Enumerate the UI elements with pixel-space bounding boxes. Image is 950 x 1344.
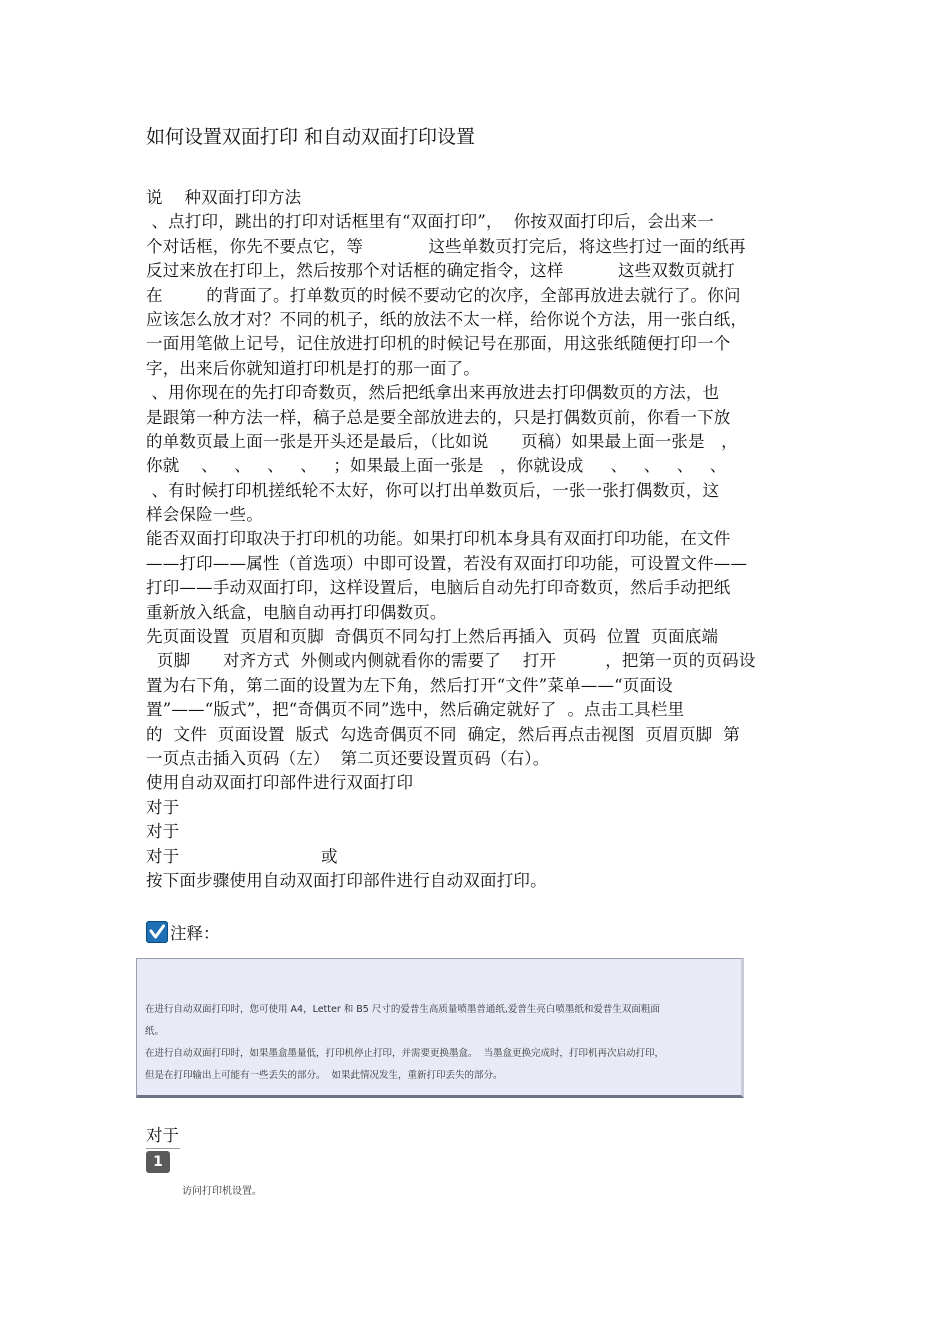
divider	[146, 1148, 180, 1149]
body-line: 置为右下角，第二面的设置为左下角，然后打开“文件”菜单——“页面设	[146, 675, 673, 695]
body-line: 按下面步骤使用自动双面打印部件进行自动双面打印。	[146, 870, 547, 890]
checkmark-icon	[146, 921, 168, 943]
body-line: 对于 或	[146, 846, 338, 866]
body-line: 样会保险一些。	[146, 505, 263, 525]
body-line: 、点打印，跳出的打印对话框里有“双面打印”， 你按双面打印后，会出来一	[146, 212, 715, 232]
body-line: 、用你现在的先打印奇数页，然后把纸拿出来再放进去打印偶数页的方法，也	[146, 383, 720, 403]
body-line: 页脚 对齐方式 外侧或内侧就看你的需要了 打开 ，把第一页的页码设	[146, 651, 756, 671]
note-label-text: 注释：	[170, 924, 220, 943]
body-line: 一面用笔做上记号，记住放进打印机的时候记号在那面，用这张纸随便打印一个	[146, 334, 731, 354]
note-box	[136, 958, 744, 1098]
body-line: 你就 、 、 、 、 ；如果最上面一张是 ，你就设成 、 、 、 、	[146, 456, 727, 476]
body-line: 对于	[146, 822, 180, 842]
step-number-badge: 1	[146, 1151, 170, 1173]
body-line: 打印——手动双面打印，这样设置后，电脑后自动先打印奇数页，然后手动把纸	[146, 578, 731, 598]
body-line: 的 文件 页面设置 版式 勾选奇偶页不同 确定，然后再点击视图 页眉页脚 第	[146, 724, 740, 744]
body-line: 的单数页最上面一张是开头还是最后，（比如说 页稿）如果最上面一张是 ，	[146, 431, 738, 451]
body-line: ——打印——属性（首选项）中即可设置，若没有双面打印功能，可设置文件——	[146, 553, 748, 573]
body-line: 重新放入纸盒，电脑自动再打印偶数页。	[146, 602, 447, 622]
body-line: 先页面设置 页眉和页脚 奇偶页不同勾打上然后再插入 页码 位置 页面底端	[146, 627, 719, 647]
body-line: 置”——“版式”，把“奇偶页不同”选中，然后确定就好了 。点击工具栏里	[146, 700, 685, 720]
body-line: 一页点击插入页码（左） 第二页还要设置页码（右）。	[146, 748, 550, 768]
step-text: 访问打印机设置。	[182, 1186, 262, 1197]
body-line: 反过来放在打印上，然后按那个对话框的确定指令，这样 这些双数页就打	[146, 261, 735, 281]
body-line: 说 种双面打印方法	[146, 188, 302, 207]
body-line: 应该怎么放才对？不同的机子，纸的放法不太一样，给你说个方法，用一张白纸，	[146, 309, 748, 329]
body-line: 使用自动双面打印部件进行双面打印	[146, 773, 414, 793]
note-line: 纸。	[145, 1026, 165, 1037]
body-line: 对于	[146, 797, 180, 817]
body-line: 、有时候打印机搓纸轮不太好，你可以打出单数页后，一张一张打偶数页，这	[146, 480, 720, 500]
document-body	[146, 186, 810, 893]
body-line: 是跟第一种方法一样，稿子总是要全部放进去的，只是打偶数页前，你看一下放	[146, 407, 731, 427]
note-line: 在进行自动双面打印时，如果墨盒墨量低，打印机停止打印，并需要更换墨盒。 当墨盒更换完成时，打印机再次启动打印，	[145, 1048, 665, 1059]
body-line: 在 的背面了。打单数页的时候不要动它的次序，全部再放进去就行了。你问	[146, 285, 741, 305]
body-line: 能否双面打印取决于打印机的功能。如果打印机本身具有双面打印功能，在文件	[146, 529, 731, 549]
after-note-text: 对于	[146, 1126, 179, 1145]
note-label	[146, 918, 220, 946]
body-line: 个对话框，你先不要点它，等 这些单数页打完后，将这些打过一面的纸再	[146, 236, 746, 256]
note-line: 在进行自动双面打印时，您可使用 A4，Letter 和 B5 尺寸的爱普生高质量喷墨普通纸,爱普生亮白喷墨纸和爱普生双面粗面	[145, 1004, 660, 1015]
body-line: 字，出来后你就知道打印机是打的那一面了。	[146, 358, 480, 378]
note-line: 但是在打印输出上可能有一些丢失的部分。 如果此情况发生，重新打印丢失的部分。	[145, 1070, 503, 1081]
document-title: 如何设置双面打印 和自动双面打印设置	[146, 126, 476, 148]
